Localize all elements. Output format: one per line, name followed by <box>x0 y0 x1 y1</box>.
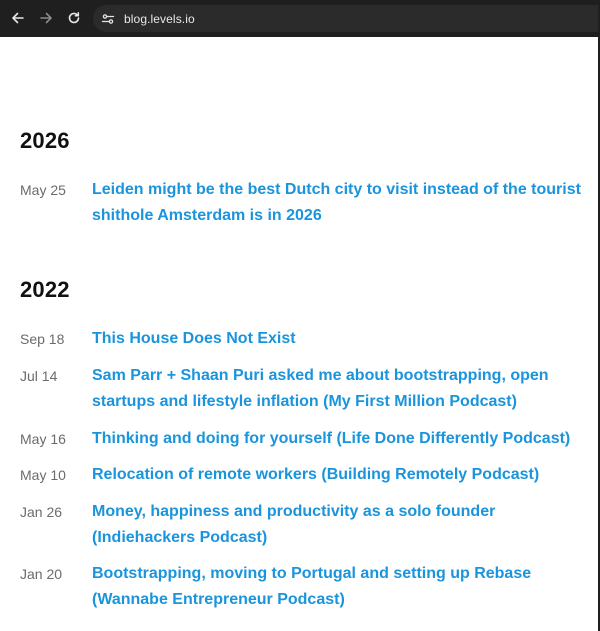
year-heading: 2022 <box>20 277 70 302</box>
year-heading: 2026 <box>20 128 70 153</box>
post-date: May 10 <box>20 467 66 483</box>
reload-icon <box>67 11 81 25</box>
post-link[interactable]: Thinking and doing for yourself (Life Done Differently Podcast) <box>92 430 571 447</box>
post-link[interactable]: Relocation of remote workers (Building Remotely Podcast) <box>92 466 540 483</box>
post-date: Jan 20 <box>20 566 63 582</box>
arrow-left-icon <box>11 11 25 25</box>
post-link[interactable]: This House Does Not Exist <box>92 330 296 347</box>
post-date: Jan 26 <box>20 504 63 520</box>
forward-button[interactable] <box>32 4 60 32</box>
post-date: Sep 18 <box>20 331 65 347</box>
post-date: May 25 <box>20 182 66 198</box>
post-date: May 16 <box>20 431 66 447</box>
back-button[interactable] <box>4 4 32 32</box>
post-link[interactable]: Money, happiness and productivity as a solo founder (Indiehackers Podcast) <box>92 503 496 546</box>
post-link[interactable]: Bootstrapping, moving to Portugal and setting up Rebase (Wannabe Entrepreneur Podcast) <box>92 565 532 608</box>
post-link[interactable]: Sam Parr + Shaan Puri asked me about bootstrapping, open startups and lifestyle inflation (My First Million Podcast) <box>92 367 549 410</box>
address-bar[interactable] <box>93 5 598 32</box>
arrow-right-icon <box>39 11 53 25</box>
url-text[interactable]: blog.levels.io <box>124 11 195 26</box>
post-link[interactable]: Leiden might be the best Dutch city to visit instead of the tourist shithole Amsterdam is in 2026 <box>92 181 581 224</box>
blog-page <box>0 37 598 631</box>
browser-toolbar <box>0 0 600 37</box>
site-settings-icon[interactable] <box>95 6 121 32</box>
post-date: Jul 14 <box>20 368 58 384</box>
reload-button[interactable] <box>60 4 88 32</box>
